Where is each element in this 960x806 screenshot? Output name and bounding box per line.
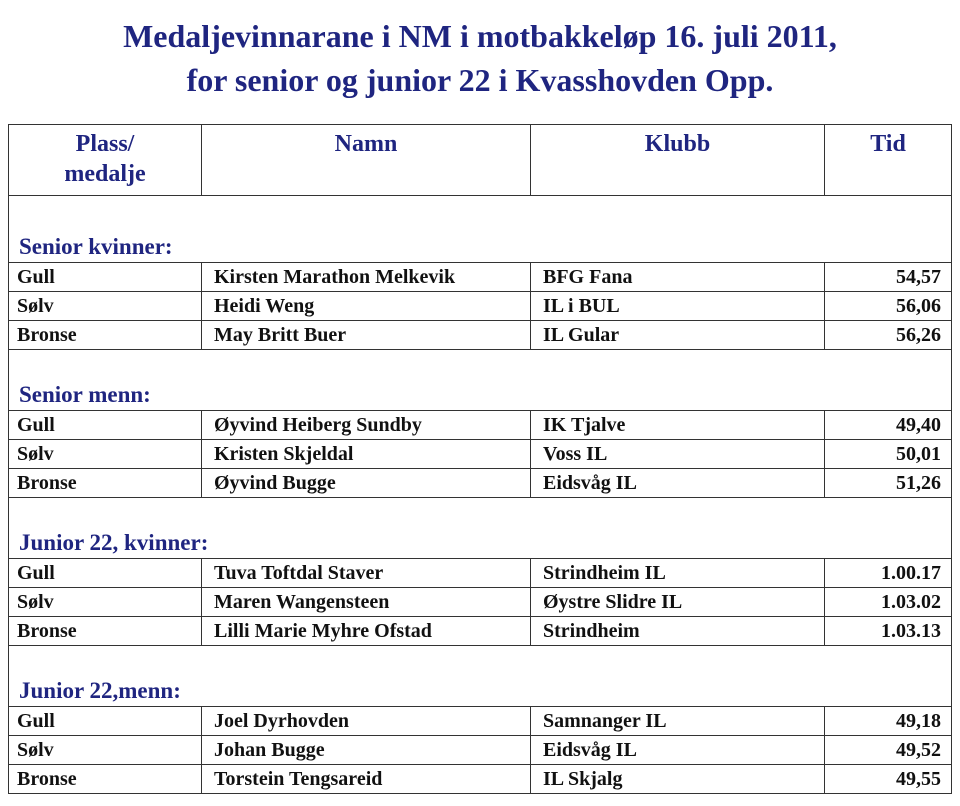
- cell-namn: Johan Bugge: [202, 736, 531, 765]
- page-title: [0, 14, 960, 102]
- table-row: [9, 321, 952, 350]
- cell-klubb: IL Gular: [531, 321, 825, 350]
- cell-plass: Sølv: [9, 440, 202, 469]
- cell-klubb: IL i BUL: [531, 292, 825, 321]
- cell-tid: 56,06: [825, 292, 952, 321]
- cell-tid: 49,55: [825, 765, 952, 794]
- cell-klubb: IK Tjalve: [531, 411, 825, 440]
- cell-klubb: IL Skjalg: [531, 765, 825, 794]
- cell-klubb: Strindheim IL: [531, 559, 825, 588]
- table-row: [9, 263, 952, 292]
- cell-plass: Sølv: [9, 588, 202, 617]
- cell-plass: Gull: [9, 263, 202, 292]
- section-title: Senior menn:: [9, 350, 952, 411]
- cell-namn: Øyvind Bugge: [202, 469, 531, 498]
- cell-tid: 1.03.02: [825, 588, 952, 617]
- table-row: [9, 617, 952, 646]
- cell-namn: Maren Wangensteen: [202, 588, 531, 617]
- cell-tid: 49,40: [825, 411, 952, 440]
- table-header-row: [9, 125, 952, 196]
- table-row: [9, 707, 952, 736]
- cell-plass: Bronse: [9, 321, 202, 350]
- title-line-1: Medaljevinnarane i NM i motbakkeløp 16. juli 2011,: [123, 18, 837, 54]
- cell-tid: 1.00.17: [825, 559, 952, 588]
- section-title: Junior 22,menn:: [9, 646, 952, 707]
- cell-namn: Lilli Marie Myhre Ofstad: [202, 617, 531, 646]
- table-row: [9, 292, 952, 321]
- table-row: [9, 588, 952, 617]
- header-tid: Tid: [825, 125, 952, 196]
- cell-namn: Heidi Weng: [202, 292, 531, 321]
- title-line-2: for senior og junior 22 i Kvasshovden Opp.: [186, 62, 774, 98]
- cell-namn: Kirsten Marathon Melkevik: [202, 263, 531, 292]
- cell-namn: Øyvind Heiberg Sundby: [202, 411, 531, 440]
- cell-klubb: Strindheim: [531, 617, 825, 646]
- table-row: [9, 559, 952, 588]
- header-plass-line2: medalje: [64, 161, 146, 187]
- cell-tid: 50,01: [825, 440, 952, 469]
- cell-namn: May Britt Buer: [202, 321, 531, 350]
- cell-klubb: BFG Fana: [531, 263, 825, 292]
- results-table: [8, 124, 952, 794]
- table-row: [9, 736, 952, 765]
- cell-plass: Bronse: [9, 617, 202, 646]
- cell-klubb: Eidsvåg IL: [531, 736, 825, 765]
- cell-plass: Gull: [9, 411, 202, 440]
- cell-tid: 54,57: [825, 263, 952, 292]
- header-plass-line1: Plass/: [75, 131, 135, 157]
- cell-tid: 49,18: [825, 707, 952, 736]
- cell-tid: 1.03.13: [825, 617, 952, 646]
- cell-klubb: Samnanger IL: [531, 707, 825, 736]
- cell-tid: 51,26: [825, 469, 952, 498]
- section-title: Senior kvinner:: [9, 196, 952, 263]
- cell-plass: Gull: [9, 707, 202, 736]
- section-title: Junior 22, kvinner:: [9, 498, 952, 559]
- section-heading-row: [9, 350, 952, 411]
- cell-tid: 56,26: [825, 321, 952, 350]
- cell-plass: Gull: [9, 559, 202, 588]
- section-heading-row: [9, 196, 952, 263]
- cell-klubb: Voss IL: [531, 440, 825, 469]
- table-row: [9, 469, 952, 498]
- section-heading-row: [9, 498, 952, 559]
- cell-plass: Sølv: [9, 292, 202, 321]
- cell-namn: Torstein Tengsareid: [202, 765, 531, 794]
- table-row: [9, 765, 952, 794]
- table-row: [9, 411, 952, 440]
- cell-namn: Joel Dyrhovden: [202, 707, 531, 736]
- table-row: [9, 440, 952, 469]
- cell-tid: 49,52: [825, 736, 952, 765]
- cell-namn: Tuva Toftdal Staver: [202, 559, 531, 588]
- header-klubb: Klubb: [531, 125, 825, 196]
- header-plass: [9, 125, 202, 196]
- cell-namn: Kristen Skjeldal: [202, 440, 531, 469]
- header-namn: Namn: [202, 125, 531, 196]
- cell-plass: Bronse: [9, 765, 202, 794]
- cell-plass: Bronse: [9, 469, 202, 498]
- cell-klubb: Eidsvåg IL: [531, 469, 825, 498]
- section-heading-row: [9, 646, 952, 707]
- cell-plass: Sølv: [9, 736, 202, 765]
- cell-klubb: Øystre Slidre IL: [531, 588, 825, 617]
